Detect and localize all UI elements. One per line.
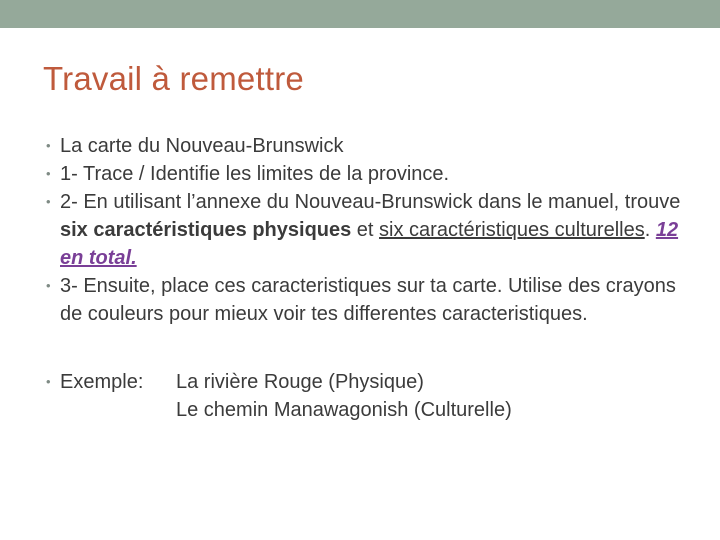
bullet-dot-icon: • xyxy=(46,374,51,389)
spacer xyxy=(46,328,686,368)
example-lines xyxy=(176,368,512,424)
bullet-text: . xyxy=(644,219,656,241)
example-line-physical: La rivière Rouge (Physique) xyxy=(176,371,424,393)
bullet-item-example xyxy=(46,368,686,424)
bullet-item-step-1 xyxy=(46,160,686,188)
bullet-text: 3- Ensuite, place ces caracteristiques sur ta carte. Utilise des crayons de couleurs pour mieux voir tes differentes caracteristiques. xyxy=(60,275,676,325)
bullet-item-map xyxy=(46,132,686,160)
bullet-dot-icon: • xyxy=(46,194,51,209)
bullet-text: et xyxy=(351,219,380,241)
bullet-item-step-3 xyxy=(46,272,686,328)
bold-text-physical: six caractéristiques physiques xyxy=(60,219,352,241)
underlined-text-cultural: six caractéristiques culturelles xyxy=(379,219,645,241)
bullet-dot-icon: • xyxy=(46,278,51,293)
bullet-dot-icon: • xyxy=(46,138,51,153)
bullet-item-step-2 xyxy=(46,188,686,272)
slide-content xyxy=(46,132,686,424)
example-line-cultural: Le chemin Manawagonish (Culturelle) xyxy=(176,399,512,421)
top-accent-bar xyxy=(0,0,720,28)
bullet-text: 1- Trace / Identifie les limites de la province. xyxy=(60,163,450,185)
example-row xyxy=(60,368,686,424)
total-count-emphasis: 12 en total. xyxy=(60,219,679,269)
slide-title: Travail à remettre xyxy=(43,60,304,97)
bullet-text: La carte du Nouveau-Brunswick xyxy=(60,135,344,157)
bullet-dot-icon: • xyxy=(46,166,51,181)
example-label: Exemple: xyxy=(60,371,149,393)
bullet-text: 2- En utilisant l’annexe du Nouveau-Brunswick dans le manuel, trouve xyxy=(60,191,681,213)
